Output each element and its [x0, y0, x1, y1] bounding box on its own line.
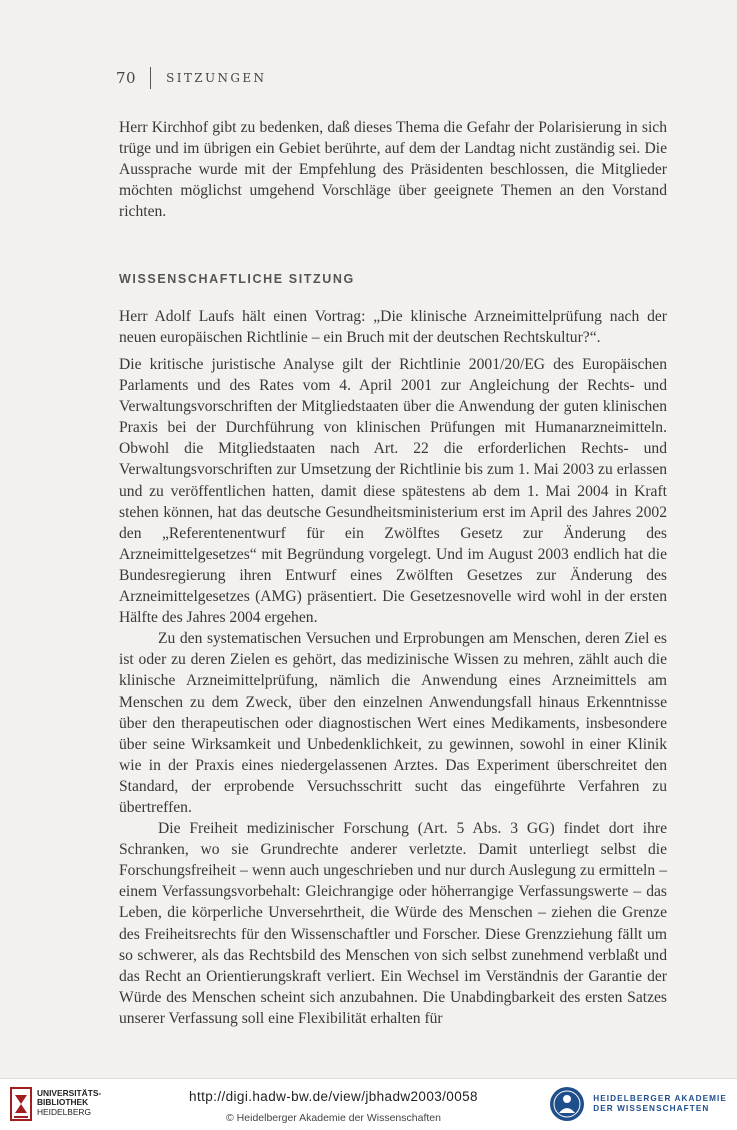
body-paragraph: Zu den systematischen Versuchen und Erprobungen am Menschen, deren Ziel es ist oder zu deren Zielen es gehört, das medizinische Wissen zu mehren, zählt auch die klinische Arzneimittelprüfung, nämlich die Anwendung eines Arzneimittels am Menschen zu dem Zweck, über den einzelnen Anwendungsfall hinaus Erkenntnisse über den therapeutischen oder diagnostischen Wert eines Medikaments, insbesondere über seine Wirksamkeit und Unbedenklichkeit, zu gewinnen, sowohl in einer Klinik wie in der Praxis eines niedergelassenen Arztes. Das Experiment überschreitet den Standard, der erprobende Versuchsschritt sucht das eingeführte Verfahren zu übertreffen.	[119, 630, 667, 816]
intro-paragraph: Herr Kirchhof gibt zu bedenken, daß dieses Thema die Gefahr der Polarisierung in sich trüge und im übrigen ein Gebiet berührte, auf dem der Landtag nicht zuständig sei. Die Aussprache wurde mit der Empfehlung des Präsidenten beschlossen, die Mitglieder möchten möglichst umgehend Vorschläge über geeignete Themen an den Vorstand richten.	[119, 119, 667, 221]
running-head-section: SITZUNGEN	[166, 71, 267, 85]
section-title: WISSENSCHAFTLICHE SITZUNG	[119, 272, 355, 286]
lecture-block	[119, 306, 667, 348]
permalink-text[interactable]: http://digi.hadw-bw.de/view/jbhadw2003/0058	[189, 1089, 478, 1104]
academy-logo[interactable]	[549, 1086, 727, 1122]
page-number: 70	[116, 69, 137, 87]
lecture-paragraph: Herr Adolf Laufs hält einen Vortrag: „Die klinische Arzneimittelprüfung nach der neuen europäischen Richtlinie – ein Bruch mit der deutschen Rechtskultur?“.	[119, 308, 667, 347]
running-head	[116, 66, 266, 90]
body-paragraph: Die Freiheit medizinischer Forschung (Art. 5 Abs. 3 GG) findet dort ihre Schranken, wo sie Grundrechte anderer verletzte. Damit unterliegt selbst die Forschungsfreiheit – wenn auch ungeschrieben und nur durch Auslegung zu ermitteln – einem Verfassungsvorbehalt: Gleichrangige oder höherrangige Verfassungswerte – das Leben, die körperliche Unversehrtheit, die Würde des Menschen – ziehen die Grenze des Freiheitsrechts für den Wissenschaftler und Forscher. Diese Grenzziehung fällt um so schwerer, als das Rechtsbild des Menschen von sich selbst zunehmend verblaßt und das Recht an Orientierungskraft verliert. Ein Wechsel im Verständnis der Garantie der Würde des Menschen scheint sich anzubahnen. Die Unabdingbarkeit des ersten Satzes unserer Verfassung soll eine Flexibilität erhalten für	[119, 820, 667, 1027]
academy-name: HEIDELBERGER AKADEMIE DER WISSENSCHAFTEN	[593, 1094, 727, 1113]
main-text-block	[119, 354, 667, 1029]
digitization-footer	[0, 1078, 737, 1130]
body-paragraph: Die kritische juristische Analyse gilt der Richtlinie 2001/20/EG des Europäischen Parlaments und des Rates vom 4. April 2001 zur Angleichung der Rechts- und Verwaltungsvorschriften der Mitgliedstaaten über die Anwendung der guten klinischen Praxis bei der Durchführung von klinischen Prüfungen mit Humanarzneimitteln. Obwohl die Mitgliedstaaten nach Art. 22 die erforderlichen Rechts- und Verwaltungsvorschriften zur Umsetzung der Richtlinie bis zum 1. Mai 2003 zu erlassen und zu veröffentlichen hatten, damit diese spätestens ab dem 1. Mai 2004 in Kraft stehen können, hat das deutsche Gesundheitsministerium erst im April des Jahres 2002 den „Referentenentwurf für ein Zwölftes Gesetz zur Änderung des Arzneimittelgesetzes“ mit Begründung vorgelegt. Und im August 2003 endlich hat die Bundesregierung ihren Entwurf eines Zwölften Gesetzes zur Änderung des Arzneimittelgesetzes (AMG) präsentiert. Die Gesetzesnovelle wird wohl in der ersten Hälfte des Jahres 2004 ergehen.	[119, 356, 667, 627]
copyright-notice: © Heidelberger Akademie der Wissenschaften	[226, 1112, 441, 1124]
header-divider	[150, 67, 151, 89]
academy-seal-icon	[549, 1086, 585, 1122]
intro-paragraph-block	[119, 117, 667, 222]
library-name: UNIVERSITÄTS- BIBLIOTHEK HEIDELBERG	[37, 1088, 102, 1117]
